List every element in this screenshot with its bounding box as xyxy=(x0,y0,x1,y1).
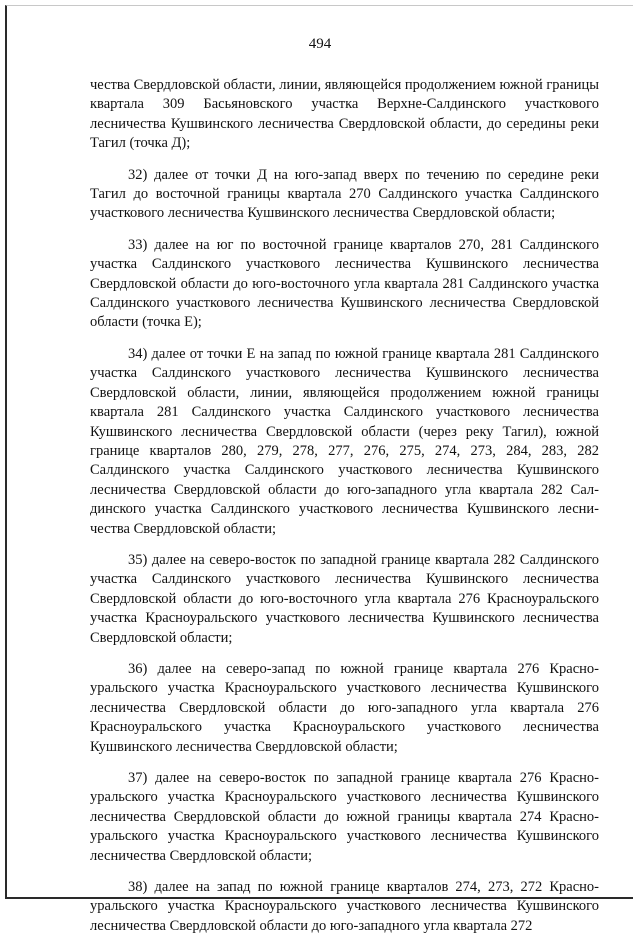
page-number: 494 xyxy=(308,36,332,52)
paragraph-37: 37) далее на северо-восток по западной границе квартала 276 Красноуральского участка Красноуральского участкового лесничества Кушвинского лесничества Свердловской области до южной границы квартала 274 Красноуральского участка Красноуральского участкового лесничества Кушвинского лесничества Свердловской области; xyxy=(90,770,599,864)
document-body xyxy=(90,76,599,948)
paragraph-35: 35) далее на северо-восток по западной границе квартала 282 Салдинского участка Салдинского участкового лесничества Кушвинского лесничества Свердловской области до юго-восточного угла квартала 276 Красноуральского участка Красноуральского участкового лесничества Кушвинского лесничества Свердловской области; xyxy=(90,551,599,646)
paragraph-32: 32) далее от точки Д на юго-запад вверх по течению по середине реки Тагил до восточной границы квартала 270 Салдинского участка Салдинского участкового лесничества Кушвинского лесничества Свердловской области; xyxy=(90,166,599,222)
paragraph-33: 33) далее на юг по восточной границе кварталов 270, 281 Салдинского участка Салдинского участкового лесничества Кушвинского лесничества Свердловской области до юго-восточного угла квартала 281 Салдинского участка Салдинского участкового лесничества Кушвинского лесничества Свердловской области (точка Е); xyxy=(90,236,599,331)
paragraph-continuation: чества Свердловской области, линии, являющейся продолжением южной границы квартала 309 Басьяновского участка Верхне-Салдинского участкового лесничества Кушвинского лесничества Свердловской области, до середины реки Тагил (точка Д); xyxy=(90,77,599,152)
paragraph-34: 34) далее от точки Е на запад по южной границе квартала 281 Салдинского участка Салдинского участкового лесничества Кушвинского лесничества Свердловской области, линии, являющейся продолжением южной границы квартала 281 Салдинского участка Салдинского участкового лесничества Кушвинского лесничества Свердловской области (через реку Тагил), южной границе кварталов 280, 279, 278, 277, 276, 275, 274, 273, 284, 283, 282 Салдинского участка Салдинского участкового лесничества Кушвинского лесничества Свердловской области до юго-западного угла квартала 282 Салдинского участка Салдинского участкового лесничества Кушвинского лесничества Свердловской области; xyxy=(90,345,599,537)
paragraph-36: 36) далее на северо-запад по южной границе квартала 276 Красноуральского участка Красноуральского участкового лесничества Кушвинского лесничества Свердловской области до юго-западного угла квартала 276 Красноуральского участка Красноуральского участкового лесничества Кушвинского лесничества Свердловской области; xyxy=(90,660,599,755)
paragraph-38: 38) далее на запад по южной границе кварталов 274, 273, 272 Красноуральского участка Красноуральского участкового лесничества Кушвинского лесничества Свердловской области до юго-западного угла квартала 272 xyxy=(90,879,599,934)
